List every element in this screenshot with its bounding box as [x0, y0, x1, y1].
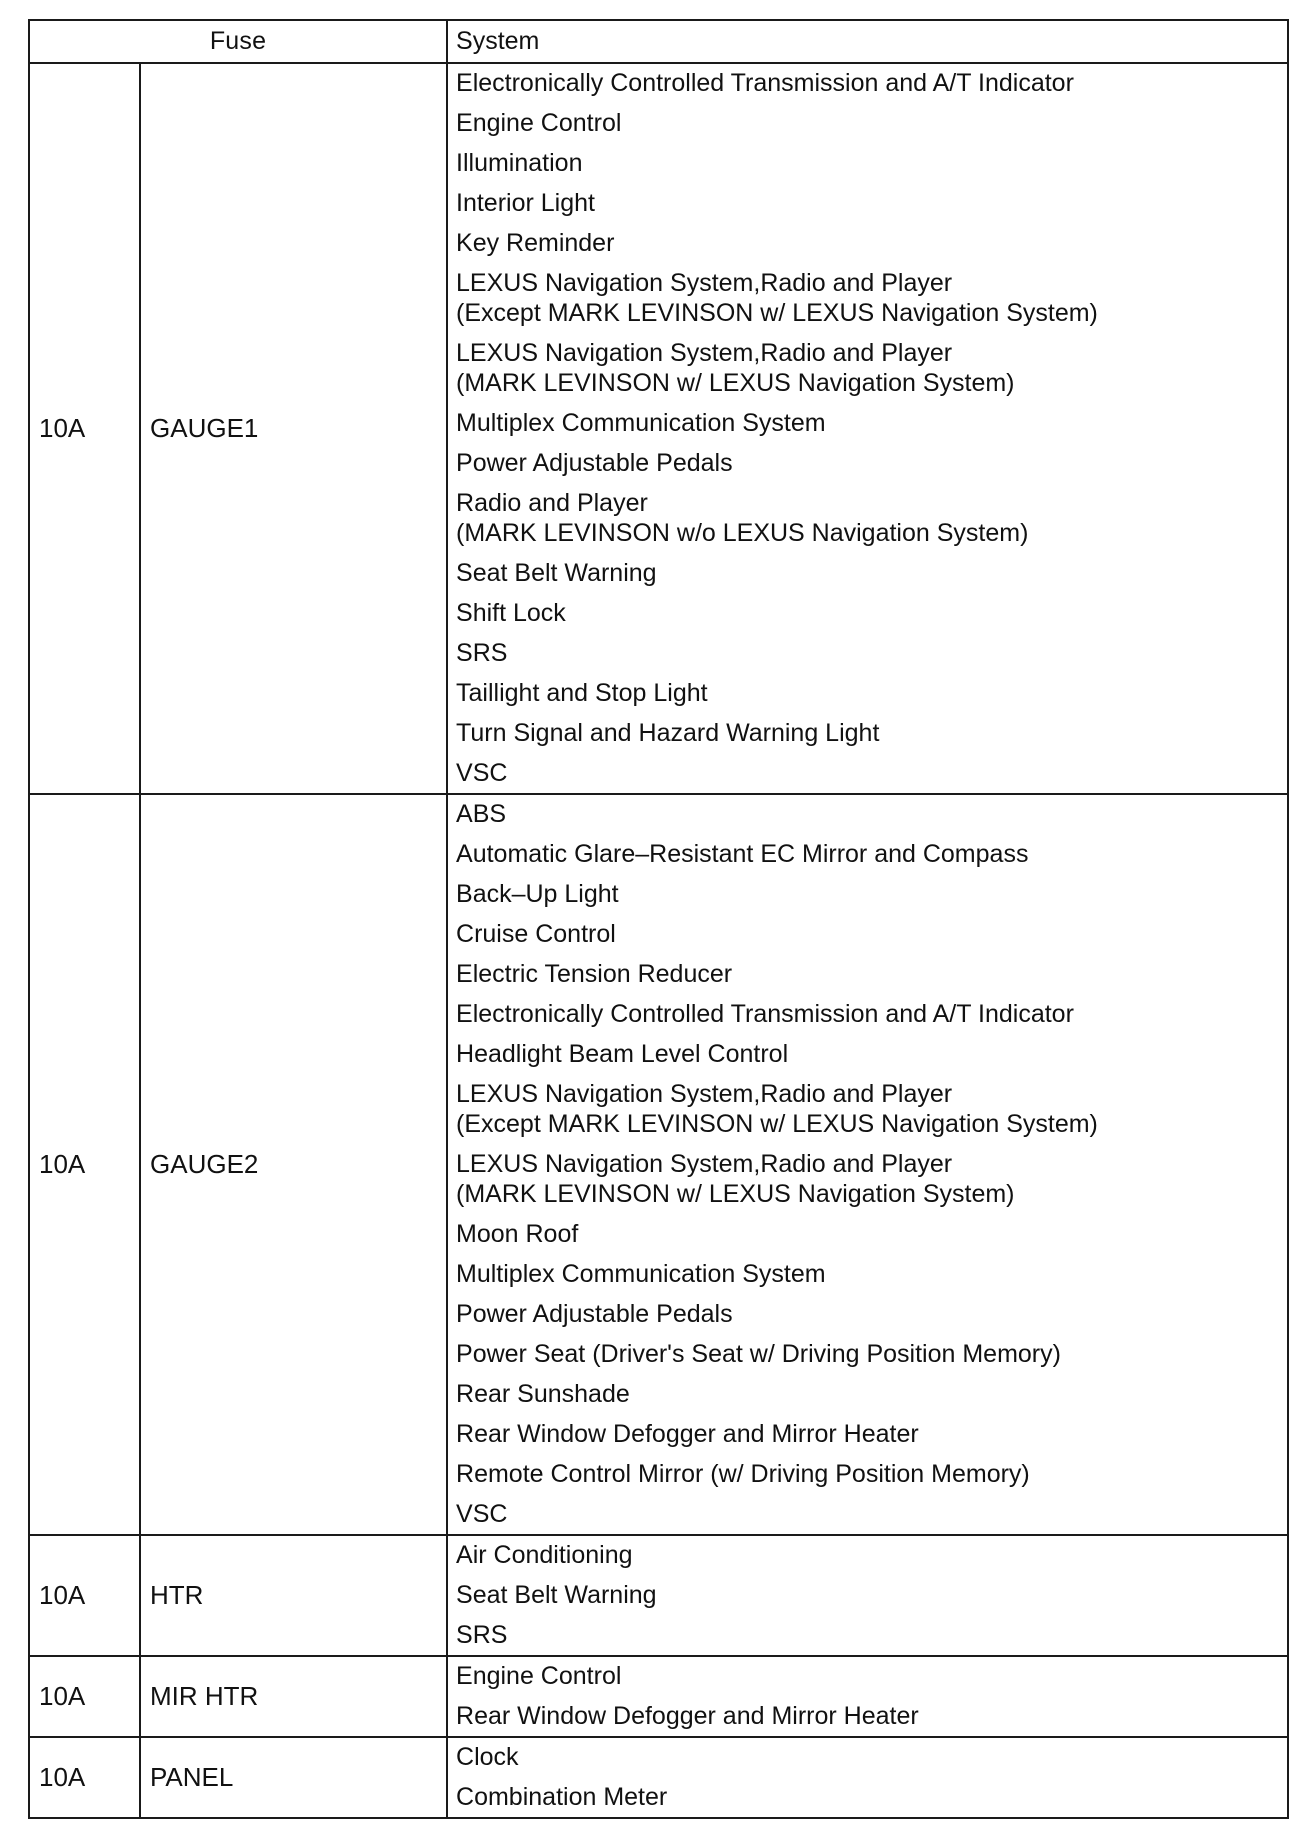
system-item-text: Rear Sunshade	[456, 1380, 630, 1408]
system-item-text: Power Adjustable Pedals	[456, 449, 733, 477]
system-item	[456, 448, 1279, 478]
system-item	[456, 1580, 1279, 1610]
system-item-text: Headlight Beam Level Control	[456, 1040, 789, 1068]
table-header-row	[29, 20, 1288, 63]
system-item-text: Rear Window Defogger and Mirror Heater	[456, 1702, 919, 1730]
system-item	[456, 638, 1279, 668]
system-item-text: Power Adjustable Pedals	[456, 1300, 733, 1328]
system-item-text: Seat Belt Warning	[456, 559, 657, 587]
system-item-text: Moon Roof	[456, 1220, 579, 1248]
system-item-text: (Except MARK LEVINSON w/ LEXUS Navigation System)	[456, 1110, 1098, 1138]
system-list	[447, 63, 1288, 794]
header-fuse: Fuse	[29, 20, 447, 63]
system-list	[447, 1656, 1288, 1737]
system-item	[456, 758, 1279, 788]
system-item	[456, 598, 1279, 628]
header-system: System	[447, 20, 1288, 63]
system-item	[456, 1701, 1279, 1731]
table-row	[29, 1535, 1288, 1656]
system-item-text: (MARK LEVINSON w/o LEXUS Navigation System)	[456, 519, 1029, 547]
system-item	[456, 1499, 1279, 1529]
system-item	[456, 1299, 1279, 1329]
system-item	[456, 999, 1279, 1029]
system-item-text: Interior Light	[456, 189, 595, 217]
fuse-name: GAUGE2	[140, 794, 447, 1535]
system-item	[456, 1782, 1279, 1812]
table-row	[29, 794, 1288, 1535]
table-row	[29, 1656, 1288, 1737]
system-item-text: Electronically Controlled Transmission and A/T Indicator	[456, 1000, 1074, 1028]
system-item	[456, 1379, 1279, 1409]
system-item	[456, 188, 1279, 218]
system-item-text: ABS	[456, 800, 507, 828]
system-item-text: Clock	[456, 1743, 519, 1771]
system-list	[447, 1737, 1288, 1818]
system-item	[456, 919, 1279, 949]
system-item	[456, 148, 1279, 178]
system-item-text: Power Seat (Driver's Seat w/ Driving Position Memory)	[456, 1340, 1061, 1368]
system-item-text: SRS	[456, 1621, 508, 1649]
system-item	[456, 1149, 1279, 1209]
system-item-text: Electronically Controlled Transmission and A/T Indicator	[456, 69, 1074, 97]
system-list	[447, 794, 1288, 1535]
system-item-text: Turn Signal and Hazard Warning Light	[456, 719, 880, 747]
system-item	[456, 1339, 1279, 1369]
system-item-text: (MARK LEVINSON w/ LEXUS Navigation System)	[456, 1180, 1015, 1208]
system-item-text: Remote Control Mirror (w/ Driving Position Memory)	[456, 1460, 1030, 1488]
system-item-text: SRS	[456, 639, 508, 667]
system-item-text: Radio and Player	[456, 489, 648, 517]
system-item	[456, 1661, 1279, 1691]
system-item	[456, 718, 1279, 748]
table-row	[29, 63, 1288, 794]
system-item-text: Engine Control	[456, 1662, 622, 1690]
system-item-text: (MARK LEVINSON w/ LEXUS Navigation System)	[456, 369, 1015, 397]
system-item-text: Rear Window Defogger and Mirror Heater	[456, 1420, 919, 1448]
system-item	[456, 268, 1279, 328]
fuse-name: HTR	[140, 1535, 447, 1656]
system-item	[456, 799, 1279, 829]
system-item	[456, 1540, 1279, 1570]
system-item	[456, 1742, 1279, 1772]
system-item-text: Cruise Control	[456, 920, 616, 948]
system-item	[456, 68, 1279, 98]
system-item-text: Multiplex Communication System	[456, 1260, 826, 1288]
system-item-text: VSC	[456, 759, 508, 787]
system-item	[456, 1039, 1279, 1069]
system-item	[456, 488, 1279, 548]
fuse-name: MIR HTR	[140, 1656, 447, 1737]
system-item-text: Automatic Glare–Resistant EC Mirror and Compass	[456, 840, 1029, 868]
system-item	[456, 108, 1279, 138]
system-item	[456, 839, 1279, 869]
system-item-text: (Except MARK LEVINSON w/ LEXUS Navigation System)	[456, 299, 1098, 327]
system-item-text: Multiplex Communication System	[456, 409, 826, 437]
system-item-text: LEXUS Navigation System,Radio and Player	[456, 339, 953, 367]
system-item	[456, 1459, 1279, 1489]
system-item-text: LEXUS Navigation System,Radio and Player	[456, 1150, 953, 1178]
fuse-amperage: 10A	[29, 1737, 140, 1818]
system-item-text: Air Conditioning	[456, 1541, 633, 1569]
system-item-text: Electric Tension Reducer	[456, 960, 733, 988]
system-item-text: Illumination	[456, 149, 583, 177]
system-item-text: VSC	[456, 1500, 508, 1528]
system-item	[456, 1079, 1279, 1139]
system-item	[456, 959, 1279, 989]
fuse-amperage: 10A	[29, 63, 140, 794]
fuse-amperage: 10A	[29, 794, 140, 1535]
system-item	[456, 1219, 1279, 1249]
system-item-text: Combination Meter	[456, 1783, 668, 1811]
system-list	[447, 1535, 1288, 1656]
system-item	[456, 228, 1279, 258]
fuse-amperage: 10A	[29, 1656, 140, 1737]
system-item	[456, 338, 1279, 398]
system-item	[456, 678, 1279, 708]
table-body	[29, 63, 1288, 1818]
fuse-name: PANEL	[140, 1737, 447, 1818]
system-item	[456, 1620, 1279, 1650]
system-item	[456, 1259, 1279, 1289]
system-item-text: Back–Up Light	[456, 880, 619, 908]
system-item	[456, 558, 1279, 588]
system-item	[456, 1419, 1279, 1449]
table-row	[29, 1737, 1288, 1818]
system-item-text: Engine Control	[456, 109, 622, 137]
system-item-text: Taillight and Stop Light	[456, 679, 708, 707]
fuse-amperage: 10A	[29, 1535, 140, 1656]
system-item-text: Seat Belt Warning	[456, 1581, 657, 1609]
fuse-name: GAUGE1	[140, 63, 447, 794]
system-item-text: LEXUS Navigation System,Radio and Player	[456, 1080, 953, 1108]
system-item-text: Key Reminder	[456, 229, 615, 257]
system-item	[456, 408, 1279, 438]
system-item-text: LEXUS Navigation System,Radio and Player	[456, 269, 953, 297]
fuse-table	[28, 19, 1289, 1819]
system-item-text: Shift Lock	[456, 599, 566, 627]
system-item	[456, 879, 1279, 909]
